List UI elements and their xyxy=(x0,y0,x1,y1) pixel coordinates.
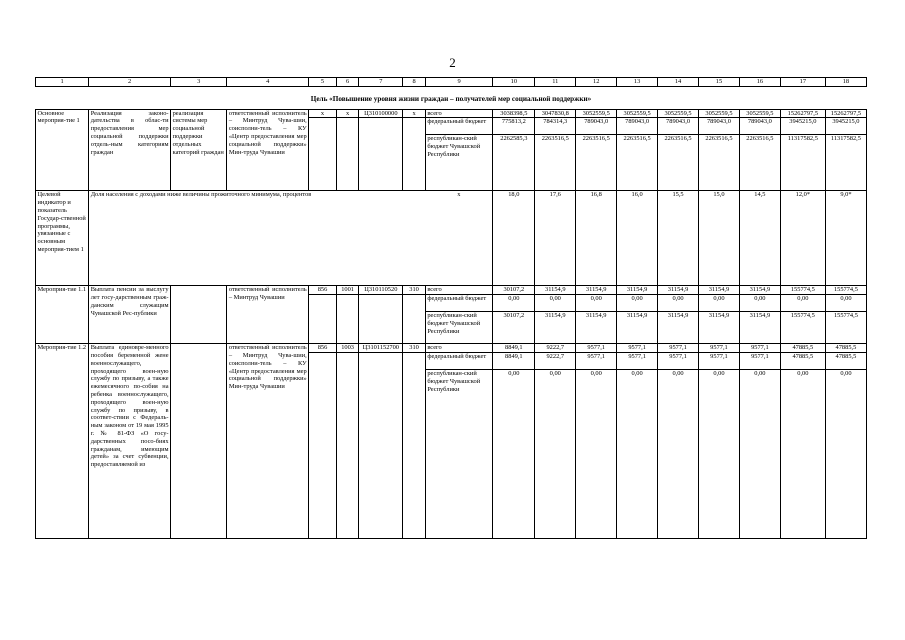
column-number: 16 xyxy=(739,78,780,87)
value-cell: 47885,5 xyxy=(780,352,825,369)
column-number: 13 xyxy=(617,78,658,87)
value-cell: 2262585,3 xyxy=(493,135,535,191)
table-row xyxy=(36,109,867,118)
value-cell: 47885,5 xyxy=(825,352,866,369)
indicator-value: 12,0* xyxy=(780,191,825,286)
event-1-2-name: Мероприя-тие 1.2 xyxy=(36,344,89,539)
event-1-1-executor: ответственный исполнитель – Минтруд Чувашии xyxy=(227,286,309,344)
indicator-value: 17,6 xyxy=(535,191,576,286)
csr-cell: Ц3101152700 xyxy=(359,344,403,353)
column-number: 6 xyxy=(336,78,359,87)
value-cell: 31154,9 xyxy=(617,312,658,344)
value-cell: 3945215,0 xyxy=(825,118,866,135)
value-cell: 0,00 xyxy=(617,369,658,538)
value-cell: 2263516,5 xyxy=(658,135,699,191)
csr-cell: Ц310110520 xyxy=(359,286,403,295)
page-number: 2 xyxy=(449,55,456,70)
value-cell: 0,00 xyxy=(825,369,866,538)
value-cell: 9577,1 xyxy=(576,352,617,369)
value-cell: 31154,9 xyxy=(576,286,617,295)
value-cell: 9577,1 xyxy=(658,344,699,353)
value-cell: 0,00 xyxy=(739,295,780,312)
value-cell: 0,00 xyxy=(493,295,535,312)
value-cell: 31154,9 xyxy=(739,286,780,295)
rzpr-cell: x xyxy=(336,109,359,118)
value-cell: 31154,9 xyxy=(699,312,740,344)
indicator-value: 16,0 xyxy=(617,191,658,286)
source-cell: республикан-ский бюджет Чувашской Республики xyxy=(425,135,493,191)
value-cell: 0,00 xyxy=(617,295,658,312)
value-cell: 31154,9 xyxy=(699,286,740,295)
source-cell: республикан-ский бюджет Чувашской Республики xyxy=(425,369,493,538)
column-number: 9 xyxy=(425,78,493,87)
grbs-cell: x xyxy=(309,109,337,118)
value-cell: 31154,9 xyxy=(617,286,658,295)
value-cell: 2263516,5 xyxy=(699,135,740,191)
value-cell: 0,00 xyxy=(825,295,866,312)
grbs-cell: 856 xyxy=(309,344,337,353)
value-cell: 0,00 xyxy=(658,369,699,538)
value-cell: 31154,9 xyxy=(739,312,780,344)
value-cell: 9577,1 xyxy=(617,344,658,353)
source-cell: всего xyxy=(425,109,493,118)
value-cell: 0,00 xyxy=(699,369,740,538)
source-cell: всего xyxy=(425,286,493,295)
value-cell: 15262797,5 xyxy=(825,109,866,118)
value-cell: 3052559,5 xyxy=(699,109,740,118)
value-cell: 31154,9 xyxy=(535,312,576,344)
source-cell: федеральный бюджет xyxy=(425,118,493,135)
indicator-text: Доля населения с доходами ниже величины прожиточного минимума, процентов xyxy=(89,191,426,286)
value-cell: 9577,1 xyxy=(617,352,658,369)
value-cell: 0,00 xyxy=(535,369,576,538)
grbs-cell: 856 xyxy=(309,286,337,295)
source-cell: всего xyxy=(425,344,493,353)
value-cell: 3052559,5 xyxy=(576,109,617,118)
column-number: 15 xyxy=(699,78,740,87)
source-cell: федеральный бюджет xyxy=(425,352,493,369)
indicator-value: 16,8 xyxy=(576,191,617,286)
value-cell: 155774,5 xyxy=(780,312,825,344)
value-cell: 155774,5 xyxy=(825,312,866,344)
value-cell: 0,00 xyxy=(535,295,576,312)
column-number: 7 xyxy=(359,78,403,87)
column-number: 4 xyxy=(227,78,309,87)
value-cell: 15262797,5 xyxy=(780,109,825,118)
column-number: 1 xyxy=(36,78,89,87)
main-event-task: реализация системы мер социальной поддержки отдельных категорий граждан xyxy=(171,109,227,191)
value-cell: 9577,1 xyxy=(576,344,617,353)
value-cell: 11317582,5 xyxy=(825,135,866,191)
indicator-value: 15,5 xyxy=(658,191,699,286)
column-number: 11 xyxy=(535,78,576,87)
column-number: 2 xyxy=(89,78,171,87)
value-cell: 31154,9 xyxy=(658,312,699,344)
value-cell: 789043,0 xyxy=(658,118,699,135)
value-cell: 2263516,5 xyxy=(739,135,780,191)
value-cell: 3052559,5 xyxy=(658,109,699,118)
table-row xyxy=(36,286,867,295)
value-cell: 31154,9 xyxy=(658,286,699,295)
value-cell: 3038398,5 xyxy=(493,109,535,118)
value-cell: 2263516,5 xyxy=(576,135,617,191)
goal-row xyxy=(36,86,867,109)
indicator-value: 9,0* xyxy=(825,191,866,286)
value-cell: 155774,5 xyxy=(780,286,825,295)
vr-cell: 310 xyxy=(403,344,426,353)
value-cell: 3047830,8 xyxy=(535,109,576,118)
value-cell: 0,00 xyxy=(576,295,617,312)
value-cell: 789043,0 xyxy=(617,118,658,135)
value-cell: 9577,1 xyxy=(658,352,699,369)
value-cell: 155774,5 xyxy=(825,286,866,295)
indicator-name: Целевой индикатор и показатель Государ-ственной программы, увязанные с основным мероприя-тием 1 xyxy=(36,191,89,286)
value-cell: 30107,2 xyxy=(493,312,535,344)
value-cell: 789043,0 xyxy=(576,118,617,135)
indicator-mark: x xyxy=(425,191,493,286)
value-cell: 0,00 xyxy=(493,369,535,538)
value-cell: 784314,3 xyxy=(535,118,576,135)
value-cell: 789043,0 xyxy=(739,118,780,135)
column-number: 3 xyxy=(171,78,227,87)
column-number: 10 xyxy=(493,78,535,87)
value-cell: 775813,2 xyxy=(493,118,535,135)
value-cell: 9577,1 xyxy=(739,352,780,369)
column-number: 12 xyxy=(576,78,617,87)
table-row xyxy=(36,344,867,353)
value-cell: 47885,5 xyxy=(780,344,825,353)
value-cell: 2263516,5 xyxy=(617,135,658,191)
event-1-1-name: Мероприя-тие 1.1 xyxy=(36,286,89,344)
main-event-executor: ответственный исполнитель – Минтруд Чува-шии, соисполни-тель – КУ «Центр предоставления мер социальной поддержки» Мин-труда Чувашии xyxy=(227,109,309,191)
value-cell: 9577,1 xyxy=(699,352,740,369)
source-cell: федеральный бюджет xyxy=(425,295,493,312)
event-1-2-title: Выплата единовре-менного пособия беременной жене военнослужащего, проходящего воен-ную службу по призыву, а также ежемесячного по-собия на ребенка военнослужащего, проходящего воен-ную службу по призыву, в соответ-ствии с Федераль-ным законом от 19 мая 1995 г. № 81-ФЗ «О госу-дарственных посо-биях гражданам, имеющим детей» за счет субвенции, предоставляемой из xyxy=(89,344,171,539)
value-cell: 2263516,5 xyxy=(535,135,576,191)
value-cell: 11317582,5 xyxy=(780,135,825,191)
csr-cell: Ц310100000 xyxy=(359,109,403,118)
main-event-title: Реализация законо-дательства в облас-ти предоставления мер социальной поддержки отдель-ным категориям граждан xyxy=(89,109,171,191)
value-cell: 0,00 xyxy=(658,295,699,312)
value-cell: 30107,2 xyxy=(493,286,535,295)
value-cell: 31154,9 xyxy=(576,312,617,344)
column-number: 14 xyxy=(658,78,699,87)
source-cell: республикан-ский бюджет Чувашской Республики xyxy=(425,312,493,344)
program-table xyxy=(35,77,867,539)
rzpr-cell: 1003 xyxy=(336,344,359,353)
value-cell: 3052559,5 xyxy=(739,109,780,118)
value-cell: 3945215,0 xyxy=(780,118,825,135)
value-cell: 3052559,5 xyxy=(617,109,658,118)
vr-cell: 310 xyxy=(403,286,426,295)
value-cell: 9577,1 xyxy=(699,344,740,353)
value-cell: 8849,1 xyxy=(493,352,535,369)
value-cell: 0,00 xyxy=(739,369,780,538)
value-cell: 9222,7 xyxy=(535,344,576,353)
goal-title: Цель «Повышение уровня жизни граждан – получателей мер социальной поддержки» xyxy=(36,86,867,109)
value-cell: 9577,1 xyxy=(739,344,780,353)
indicator-value: 14,5 xyxy=(739,191,780,286)
column-number: 5 xyxy=(309,78,337,87)
value-cell: 789043,0 xyxy=(699,118,740,135)
column-number: 17 xyxy=(780,78,825,87)
column-number: 18 xyxy=(825,78,866,87)
column-number: 8 xyxy=(403,78,426,87)
rzpr-cell: 1001 xyxy=(336,286,359,295)
vr-cell: x xyxy=(403,109,426,118)
indicator-value: 18,0 xyxy=(493,191,535,286)
column-number-row xyxy=(36,78,867,87)
value-cell: 9222,7 xyxy=(535,352,576,369)
value-cell: 8849,1 xyxy=(493,344,535,353)
event-1-2-executor: ответственный исполнитель – Минтруд Чува-шии, соисполни-тель – КУ «Центр предоставления мер социальной поддержки» Мин-труда Чувашии xyxy=(227,344,309,539)
value-cell: 0,00 xyxy=(780,369,825,538)
indicator-value: 15,0 xyxy=(699,191,740,286)
main-event-name: Основное мероприя-тие 1 xyxy=(36,109,89,191)
value-cell: 47885,5 xyxy=(825,344,866,353)
value-cell: 0,00 xyxy=(780,295,825,312)
indicator-row xyxy=(36,191,867,286)
event-1-1-title: Выплата пенсии за выслугу лет госу-дарственным граж-данским служащим Чувашской Рес-публики xyxy=(89,286,171,344)
value-cell: 0,00 xyxy=(699,295,740,312)
value-cell: 0,00 xyxy=(576,369,617,538)
value-cell: 31154,9 xyxy=(535,286,576,295)
